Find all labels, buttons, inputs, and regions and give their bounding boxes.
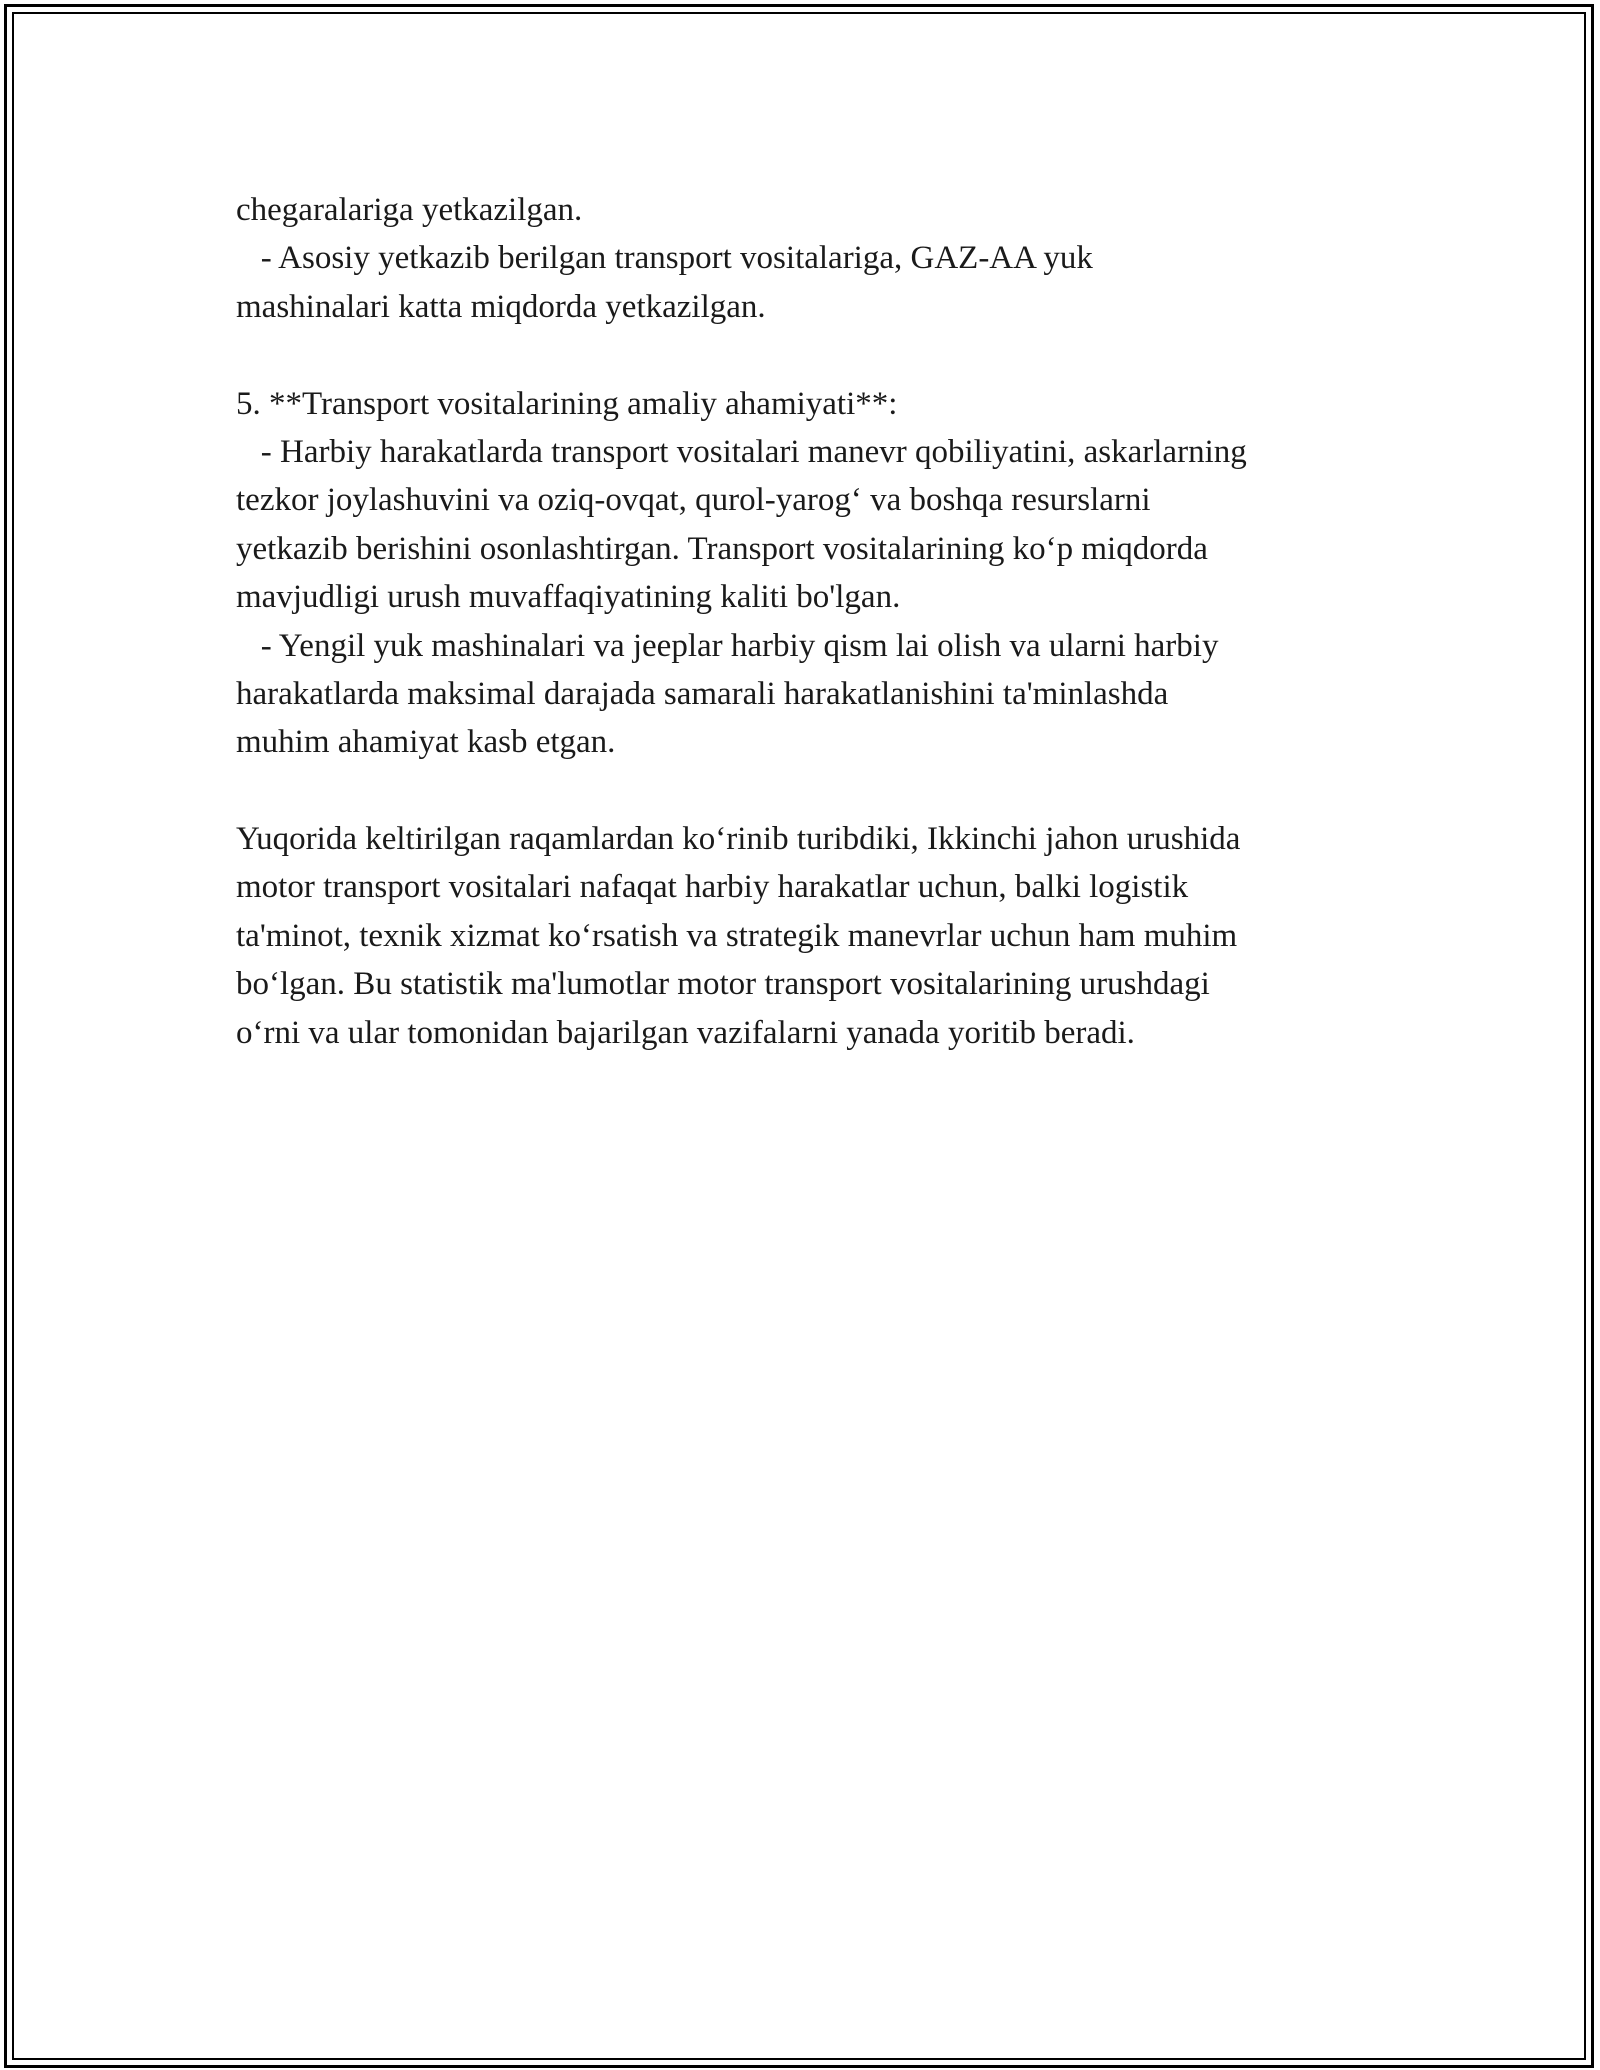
text-line: chegaralariga yetkazilgan. (236, 192, 583, 228)
section-5-practical-importance (236, 380, 1396, 767)
text-line: ta'minot, texnik xizmat ko‘rsatish va strategik manevrlar uchun ham muhim (236, 917, 1238, 954)
text-line: motor transport vositalari nafaqat harbiy harakatlar uchun, balki logistik (236, 869, 1189, 906)
text-line: muhim ahamiyat kasb etgan. (236, 724, 616, 761)
text-line: harakatlarda maksimal darajada samarali harakatlanishini ta'minlashda (236, 675, 1169, 712)
text-line: tezkor joylashuvini va oziq-ovqat, qurol-yarog‘ va boshqa resurslarni (236, 482, 1151, 519)
text-line: bo‘lgan. Bu statistik ma'lumotlar motor transport vositalarining urushdagi (236, 966, 1210, 1003)
text-line: o‘rni va ular tomonidan bajarilgan vazifalarni yanada yoritib beradi. (236, 1014, 1135, 1051)
paragraph-gap (236, 331, 1396, 379)
text-line: yetkazib berishini osonlashtirgan. Transport vositalarining ko‘p miqdorda (236, 530, 1208, 567)
text-line: - Harbiy harakatlarda transport vositalari manevr qobiliyatini, askarlarning (236, 433, 1247, 470)
text-line: Yuqorida keltirilgan raqamlardan ko‘rinib turibdiki, Ikkinchi jahon urushida (236, 821, 1241, 858)
text-line: mashinalari katta miqdorda yetkazilgan. (236, 288, 766, 325)
text-line: mavjudligi urush muvaffaqiyatining kaliti bo'lgan. (236, 579, 901, 616)
paragraph-delivery-continuation (236, 186, 1396, 331)
section-heading: 5. **Transport vositalarining amaliy ahamiyati**: (236, 385, 898, 422)
paragraph-gap (236, 767, 1396, 815)
document-body (236, 186, 1396, 1057)
paragraph-conclusion (236, 815, 1396, 1057)
text-line: - Yengil yuk mashinalari va jeeplar harbiy qism lai olish va ularni harbiy (236, 627, 1219, 664)
text-line: - Asosiy yetkazib berilgan transport vositalariga, GAZ-AA yuk (236, 240, 1093, 277)
